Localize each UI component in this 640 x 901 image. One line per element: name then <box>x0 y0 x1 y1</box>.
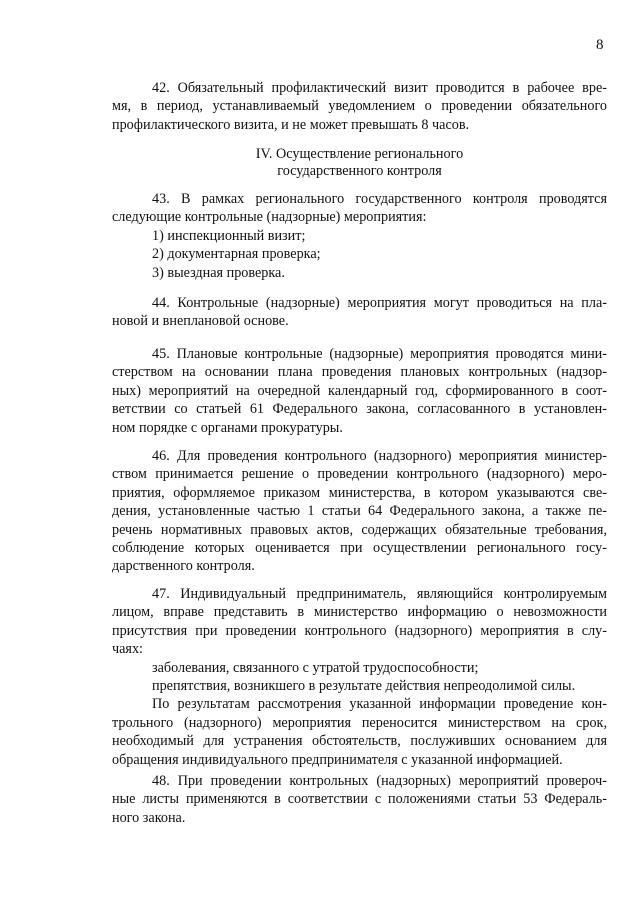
text-line: заболевания, связанного с утратой трудоспособности; <box>152 659 479 676</box>
paragraph-46 <box>112 447 607 576</box>
text-line: приятия, оформляемое приказом министерства, в котором указываются све- <box>112 484 607 501</box>
text-line: 45. Плановые контрольные (надзорные) мероприятия проводятся мини- <box>152 346 607 362</box>
text-line: необходимый для устранения обстоятельств, послуживших основанием для <box>112 733 607 750</box>
text-line: По результатам рассмотрения указанной информации проведение кон- <box>152 696 607 713</box>
text-line: трольного (надзорного) мероприятия переносится министерством на срок, <box>112 714 607 731</box>
text-line: ством принимается решение о проведении контрольного (надзорного) меро- <box>112 466 607 483</box>
paragraph-42 <box>112 79 607 134</box>
text-line: обращения индивидуального предпринимателя с указанной информацией. <box>112 751 563 768</box>
text-line: 48. При проведении контрольных (надзорных) мероприятий провероч- <box>152 773 607 789</box>
list-item: 2) документарная проверка; <box>152 246 321 263</box>
text-line: чаях: <box>112 641 143 658</box>
text-line: речень нормативных правовых актов, содержащих обязательные требования, <box>112 521 607 538</box>
section-heading <box>112 146 607 180</box>
text-line: ном порядке с органами прокуратуры. <box>112 419 343 436</box>
paragraph-47 <box>112 585 607 769</box>
text-line: 42. Обязательный профилактический визит проводится в рабочее вре- <box>152 80 607 96</box>
list-item: 1) инспекционный визит; <box>152 227 306 244</box>
text-line: профилактического визита, и не может превышать 8 часов. <box>112 116 470 133</box>
paragraph-45 <box>112 345 607 437</box>
paragraph-48 <box>112 772 607 827</box>
text-line: 43. В рамках регионального государственного контроля проводятся <box>152 191 607 207</box>
paragraph-43 <box>112 190 607 282</box>
text-line: ных) мероприятий на очередной календарный год, сформированного в соот- <box>112 382 607 399</box>
text-line: ного закона. <box>112 809 186 826</box>
text-line: препятствия, возникшего в результате действия непреодолимой силы. <box>152 678 576 695</box>
text-line: следующие контрольные (надзорные) мероприятия: <box>112 209 427 226</box>
text-line: ные листы применяются в соответствии с положениями статьи 53 Федераль- <box>112 791 607 808</box>
paragraph-44 <box>112 294 607 331</box>
text-line: соблюдение которых оценивается при осуществлении регионального госу- <box>112 540 607 557</box>
text-line: 46. Для проведения контрольного (надзорного) мероприятия министер- <box>152 448 607 464</box>
list-item: 3) выездная проверка. <box>152 264 285 281</box>
text-line: дения, установленные частью 1 статьи 64 Федерального закона, а также пе- <box>112 503 607 520</box>
text-line: 44. Контрольные (надзорные) мероприятия могут проводиться на пла- <box>152 295 607 311</box>
page-number: 8 <box>596 37 604 53</box>
text-line: 47. Индивидуальный предприниматель, являющийся контролируемым <box>152 586 607 602</box>
heading-line: IV. Осуществление регионального <box>255 146 464 162</box>
text-line: лицом, вправе представить в министерство информацию о невозможности <box>112 604 607 621</box>
text-line: стерством на основании плана проведения плановых контрольных (надзор- <box>112 364 607 381</box>
text-line: новой и внеплановой основе. <box>112 313 289 330</box>
heading-line: государственного контроля <box>277 163 442 179</box>
text-line: присутствия при проведении контрольного (надзорного) мероприятия в слу- <box>112 622 607 639</box>
text-line: мя, в период, устанавливаемый уведомлением о проведении обязательного <box>112 98 607 115</box>
text-line: дарственного контроля. <box>112 558 255 575</box>
text-line: ветствии со статьей 61 Федерального закона, согласованного в установлен- <box>112 401 607 418</box>
